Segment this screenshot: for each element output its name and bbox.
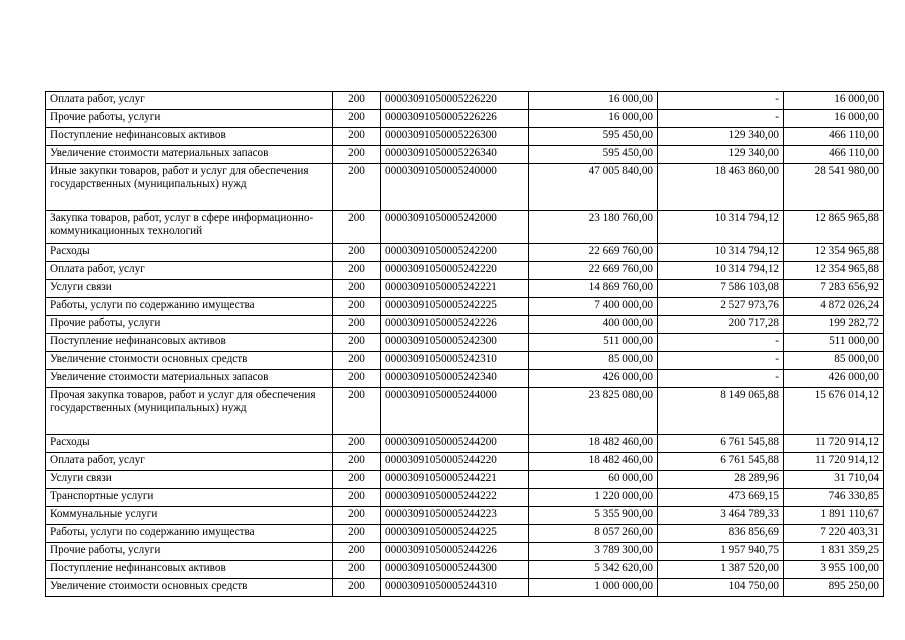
table-row <box>46 280 884 298</box>
row-line-code-cell: 200 <box>333 146 381 164</box>
table-row <box>46 435 884 453</box>
row-remaining-amount-cell: 3 955 100,00 <box>784 561 884 579</box>
row-planned-amount-cell: 511 000,00 <box>529 334 658 352</box>
table-row <box>46 164 884 211</box>
table-row <box>46 579 884 597</box>
row-planned-amount-cell: 400 000,00 <box>529 316 658 334</box>
row-remaining-amount-cell: 31 710,04 <box>784 471 884 489</box>
row-executed-amount-cell: - <box>658 334 784 352</box>
row-remaining-amount-cell: 16 000,00 <box>784 110 884 128</box>
row-line-code-cell: 200 <box>333 128 381 146</box>
row-planned-amount-cell: 3 789 300,00 <box>529 543 658 561</box>
row-classification-code-cell: 00003091050005242200 <box>381 244 529 262</box>
row-executed-amount-cell: 28 289,96 <box>658 471 784 489</box>
row-line-code-cell: 200 <box>333 435 381 453</box>
row-planned-amount-cell: 16 000,00 <box>529 110 658 128</box>
row-executed-amount-cell: - <box>658 370 784 388</box>
row-name-cell: Оплата работ, услуг <box>46 453 333 471</box>
row-classification-code-cell: 00003091050005242225 <box>381 298 529 316</box>
row-executed-amount-cell: 7 586 103,08 <box>658 280 784 298</box>
row-executed-amount-cell: 6 761 545,88 <box>658 435 784 453</box>
row-executed-amount-cell: 200 717,28 <box>658 316 784 334</box>
row-name-cell: Расходы <box>46 244 333 262</box>
row-executed-amount-cell: 6 761 545,88 <box>658 453 784 471</box>
table-row <box>46 370 884 388</box>
table-row <box>46 92 884 110</box>
row-name-cell: Прочие работы, услуги <box>46 543 333 561</box>
row-name-cell: Увеличение стоимости материальных запасов <box>46 370 333 388</box>
table-row <box>46 244 884 262</box>
row-remaining-amount-cell: 466 110,00 <box>784 128 884 146</box>
row-line-code-cell: 200 <box>333 561 381 579</box>
row-remaining-amount-cell: 85 000,00 <box>784 352 884 370</box>
row-name-cell: Транспортные услуги <box>46 489 333 507</box>
row-classification-code-cell: 00003091050005244225 <box>381 525 529 543</box>
row-name-cell: Услуги связи <box>46 280 333 298</box>
row-planned-amount-cell: 5 355 900,00 <box>529 507 658 525</box>
row-executed-amount-cell: 2 527 973,76 <box>658 298 784 316</box>
row-remaining-amount-cell: 895 250,00 <box>784 579 884 597</box>
row-remaining-amount-cell: 16 000,00 <box>784 92 884 110</box>
row-name-cell: Оплата работ, услуг <box>46 92 333 110</box>
row-name-cell: Прочие работы, услуги <box>46 110 333 128</box>
row-name-cell: Оплата работ, услуг <box>46 262 333 280</box>
row-executed-amount-cell: 1 387 520,00 <box>658 561 784 579</box>
row-executed-amount-cell: - <box>658 352 784 370</box>
row-remaining-amount-cell: 15 676 014,12 <box>784 388 884 435</box>
row-line-code-cell: 200 <box>333 298 381 316</box>
row-planned-amount-cell: 18 482 460,00 <box>529 453 658 471</box>
row-line-code-cell: 200 <box>333 244 381 262</box>
row-name-cell: Коммунальные услуги <box>46 507 333 525</box>
row-classification-code-cell: 00003091050005242220 <box>381 262 529 280</box>
row-remaining-amount-cell: 746 330,85 <box>784 489 884 507</box>
row-remaining-amount-cell: 1 831 359,25 <box>784 543 884 561</box>
row-planned-amount-cell: 8 057 260,00 <box>529 525 658 543</box>
row-planned-amount-cell: 1 000 000,00 <box>529 579 658 597</box>
row-planned-amount-cell: 85 000,00 <box>529 352 658 370</box>
row-executed-amount-cell: 10 314 794,12 <box>658 244 784 262</box>
row-executed-amount-cell: - <box>658 92 784 110</box>
row-name-cell: Поступление нефинансовых активов <box>46 128 333 146</box>
row-planned-amount-cell: 595 450,00 <box>529 146 658 164</box>
table-row <box>46 388 884 435</box>
row-classification-code-cell: 00003091050005244221 <box>381 471 529 489</box>
row-executed-amount-cell: - <box>658 110 784 128</box>
row-executed-amount-cell: 473 669,15 <box>658 489 784 507</box>
row-line-code-cell: 200 <box>333 453 381 471</box>
row-classification-code-cell: 00003091050005242000 <box>381 211 529 244</box>
row-remaining-amount-cell: 426 000,00 <box>784 370 884 388</box>
row-line-code-cell: 200 <box>333 110 381 128</box>
row-line-code-cell: 200 <box>333 507 381 525</box>
row-remaining-amount-cell: 12 354 965,88 <box>784 262 884 280</box>
row-classification-code-cell: 00003091050005244226 <box>381 543 529 561</box>
row-line-code-cell: 200 <box>333 471 381 489</box>
table-row <box>46 128 884 146</box>
row-planned-amount-cell: 23 180 760,00 <box>529 211 658 244</box>
row-line-code-cell: 200 <box>333 579 381 597</box>
table-row <box>46 146 884 164</box>
table-row <box>46 211 884 244</box>
row-name-cell: Поступление нефинансовых активов <box>46 561 333 579</box>
row-executed-amount-cell: 129 340,00 <box>658 146 784 164</box>
row-executed-amount-cell: 129 340,00 <box>658 128 784 146</box>
table-row <box>46 352 884 370</box>
row-classification-code-cell: 00003091050005240000 <box>381 164 529 211</box>
table-row <box>46 110 884 128</box>
row-name-cell: Работы, услуги по содержанию имущества <box>46 298 333 316</box>
table-row <box>46 316 884 334</box>
row-remaining-amount-cell: 7 220 403,31 <box>784 525 884 543</box>
row-executed-amount-cell: 3 464 789,33 <box>658 507 784 525</box>
row-line-code-cell: 200 <box>333 316 381 334</box>
row-planned-amount-cell: 426 000,00 <box>529 370 658 388</box>
row-line-code-cell: 200 <box>333 164 381 211</box>
row-classification-code-cell: 00003091050005244220 <box>381 453 529 471</box>
row-planned-amount-cell: 23 825 080,00 <box>529 388 658 435</box>
row-line-code-cell: 200 <box>333 525 381 543</box>
table-row <box>46 262 884 280</box>
row-classification-code-cell: 00003091050005244222 <box>381 489 529 507</box>
row-line-code-cell: 200 <box>333 388 381 435</box>
row-name-cell: Расходы <box>46 435 333 453</box>
row-line-code-cell: 200 <box>333 489 381 507</box>
row-remaining-amount-cell: 199 282,72 <box>784 316 884 334</box>
row-name-cell: Увеличение стоимости материальных запасов <box>46 146 333 164</box>
row-line-code-cell: 200 <box>333 262 381 280</box>
row-remaining-amount-cell: 511 000,00 <box>784 334 884 352</box>
row-planned-amount-cell: 22 669 760,00 <box>529 244 658 262</box>
row-name-cell: Увеличение стоимости основных средств <box>46 352 333 370</box>
row-classification-code-cell: 00003091050005242226 <box>381 316 529 334</box>
row-classification-code-cell: 00003091050005226300 <box>381 128 529 146</box>
row-classification-code-cell: 00003091050005242340 <box>381 370 529 388</box>
row-line-code-cell: 200 <box>333 334 381 352</box>
row-remaining-amount-cell: 7 283 656,92 <box>784 280 884 298</box>
row-planned-amount-cell: 14 869 760,00 <box>529 280 658 298</box>
row-classification-code-cell: 00003091050005242310 <box>381 352 529 370</box>
table-row <box>46 471 884 489</box>
row-remaining-amount-cell: 28 541 980,00 <box>784 164 884 211</box>
row-classification-code-cell: 00003091050005244310 <box>381 579 529 597</box>
row-executed-amount-cell: 10 314 794,12 <box>658 262 784 280</box>
row-classification-code-cell: 00003091050005244223 <box>381 507 529 525</box>
row-executed-amount-cell: 10 314 794,12 <box>658 211 784 244</box>
table-row <box>46 561 884 579</box>
row-planned-amount-cell: 60 000,00 <box>529 471 658 489</box>
row-classification-code-cell: 00003091050005242221 <box>381 280 529 298</box>
row-planned-amount-cell: 7 400 000,00 <box>529 298 658 316</box>
row-planned-amount-cell: 18 482 460,00 <box>529 435 658 453</box>
row-planned-amount-cell: 595 450,00 <box>529 128 658 146</box>
row-line-code-cell: 200 <box>333 92 381 110</box>
table-row <box>46 298 884 316</box>
row-planned-amount-cell: 1 220 000,00 <box>529 489 658 507</box>
row-line-code-cell: 200 <box>333 352 381 370</box>
row-name-cell: Работы, услуги по содержанию имущества <box>46 525 333 543</box>
table-row <box>46 525 884 543</box>
row-planned-amount-cell: 47 005 840,00 <box>529 164 658 211</box>
row-line-code-cell: 200 <box>333 543 381 561</box>
row-planned-amount-cell: 5 342 620,00 <box>529 561 658 579</box>
table-body <box>46 92 884 597</box>
row-classification-code-cell: 00003091050005226340 <box>381 146 529 164</box>
row-remaining-amount-cell: 1 891 110,67 <box>784 507 884 525</box>
table-row <box>46 334 884 352</box>
row-executed-amount-cell: 836 856,69 <box>658 525 784 543</box>
row-classification-code-cell: 00003091050005226220 <box>381 92 529 110</box>
row-classification-code-cell: 00003091050005244200 <box>381 435 529 453</box>
table-row <box>46 453 884 471</box>
row-name-cell: Иные закупки товаров, работ и услуг для обеспечения государственных (муниципальных) нужд <box>46 164 333 211</box>
row-name-cell: Прочие работы, услуги <box>46 316 333 334</box>
table-row <box>46 489 884 507</box>
row-remaining-amount-cell: 466 110,00 <box>784 146 884 164</box>
row-executed-amount-cell: 8 149 065,88 <box>658 388 784 435</box>
row-line-code-cell: 200 <box>333 211 381 244</box>
table-row <box>46 543 884 561</box>
row-classification-code-cell: 00003091050005242300 <box>381 334 529 352</box>
row-executed-amount-cell: 1 957 940,75 <box>658 543 784 561</box>
row-name-cell: Прочая закупка товаров, работ и услуг для обеспечения государственных (муниципальных) нужд <box>46 388 333 435</box>
row-planned-amount-cell: 16 000,00 <box>529 92 658 110</box>
row-name-cell: Закупка товаров, работ, услуг в сфере информационно-коммуникационных технологий <box>46 211 333 244</box>
row-name-cell: Услуги связи <box>46 471 333 489</box>
row-remaining-amount-cell: 4 872 026,24 <box>784 298 884 316</box>
row-name-cell: Поступление нефинансовых активов <box>46 334 333 352</box>
row-classification-code-cell: 00003091050005244000 <box>381 388 529 435</box>
row-remaining-amount-cell: 11 720 914,12 <box>784 453 884 471</box>
row-line-code-cell: 200 <box>333 370 381 388</box>
row-remaining-amount-cell: 11 720 914,12 <box>784 435 884 453</box>
row-remaining-amount-cell: 12 865 965,88 <box>784 211 884 244</box>
table-row <box>46 507 884 525</box>
budget-execution-table <box>45 91 884 597</box>
row-executed-amount-cell: 18 463 860,00 <box>658 164 784 211</box>
row-planned-amount-cell: 22 669 760,00 <box>529 262 658 280</box>
row-name-cell: Увеличение стоимости основных средств <box>46 579 333 597</box>
row-classification-code-cell: 00003091050005226226 <box>381 110 529 128</box>
row-executed-amount-cell: 104 750,00 <box>658 579 784 597</box>
row-classification-code-cell: 00003091050005244300 <box>381 561 529 579</box>
row-line-code-cell: 200 <box>333 280 381 298</box>
row-remaining-amount-cell: 12 354 965,88 <box>784 244 884 262</box>
